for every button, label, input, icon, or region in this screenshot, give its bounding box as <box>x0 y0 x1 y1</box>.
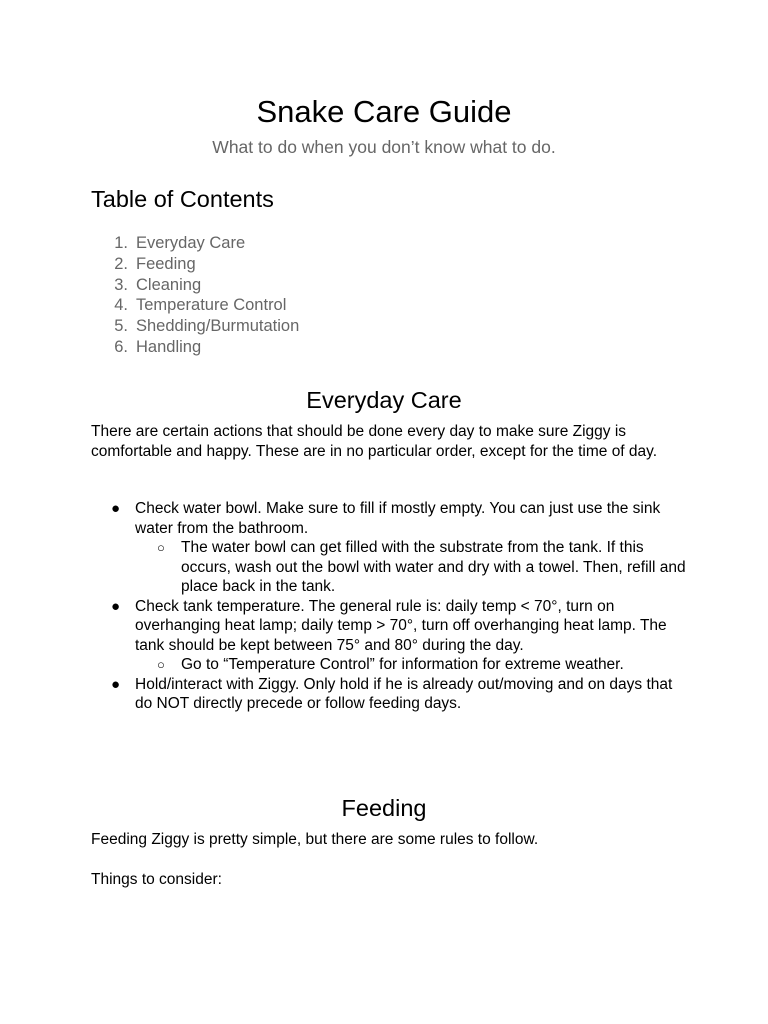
bullet-circle-icon: ○ <box>157 540 165 555</box>
sub-list-item-text: The water bowl can get filled with the substrate from the tank. If this occurs, wash out the bowl with water and dry with a towel. Then, refill and place back in the tank. <box>181 539 686 595</box>
toc-item[interactable] <box>91 316 299 337</box>
feeding-intro: Feeding Ziggy is pretty simple, but there are some rules to follow. <box>91 831 539 848</box>
list-item <box>91 675 691 714</box>
toc-number: 6. <box>114 337 128 356</box>
toc-link-cleaning[interactable]: Cleaning <box>136 275 202 294</box>
bullet-dot-icon: ● <box>111 597 121 615</box>
toc-item[interactable] <box>91 254 299 275</box>
list-item-text: Check tank temperature. The general rule is: daily temp < 70°, turn on overhanging heat lamp; daily temp > 70°, turn off overhanging heat lamp. The tank should be kept between 75° and 80° during the day. <box>135 597 667 654</box>
toc-number: 3. <box>114 275 128 294</box>
sub-list-item <box>135 655 691 675</box>
toc-number: 2. <box>114 254 128 273</box>
toc-list <box>91 233 299 358</box>
document-subtitle: What to do when you don’t know what to do. <box>212 137 556 157</box>
toc-heading: Table of Contents <box>91 186 274 212</box>
toc-link-handling[interactable]: Handling <box>136 337 202 356</box>
toc-number: 5. <box>114 317 128 336</box>
document-title: Snake Care Guide <box>256 94 512 129</box>
feeding-things-to-consider: Things to consider: <box>91 871 222 888</box>
everyday-care-intro: There are certain actions that should be done every day to make sure Ziggy is comfortable and happy. These are in no particular order, except for the time of day. <box>91 423 658 460</box>
toc-number: 1. <box>114 234 128 252</box>
toc-item[interactable] <box>91 295 299 316</box>
section-heading-feeding: Feeding <box>341 795 427 821</box>
toc-link-temperature-control[interactable]: Temperature Control <box>136 296 287 315</box>
sub-list-item <box>135 538 691 597</box>
sub-list <box>135 655 691 675</box>
sub-list-item-text: Go to “Temperature Control” for information for extreme weather. <box>181 656 624 673</box>
toc-link-shedding[interactable]: Shedding/Burmutation <box>136 317 300 336</box>
toc-item[interactable] <box>91 275 299 296</box>
everyday-care-list <box>91 499 691 714</box>
toc-item[interactable] <box>91 337 299 358</box>
toc-link-everyday-care[interactable]: Everyday Care <box>136 234 246 252</box>
bullet-dot-icon: ● <box>111 675 121 693</box>
list-item <box>91 499 691 597</box>
bullet-circle-icon: ○ <box>157 657 165 672</box>
section-heading-everyday-care: Everyday Care <box>306 387 462 413</box>
toc-item[interactable] <box>91 233 299 254</box>
bullet-dot-icon: ● <box>111 500 121 517</box>
list-item-text: Check water bowl. Make sure to fill if mostly empty. You can just use the sink water from the bathroom. <box>135 500 661 537</box>
toc-link-feeding[interactable]: Feeding <box>136 254 196 273</box>
list-item <box>91 597 691 675</box>
sub-list <box>135 538 691 597</box>
list-item-text: Hold/interact with Ziggy. Only hold if he is already out/moving and on days that do NOT directly precede or follow feeding days. <box>135 675 673 712</box>
toc-number: 4. <box>114 296 128 315</box>
